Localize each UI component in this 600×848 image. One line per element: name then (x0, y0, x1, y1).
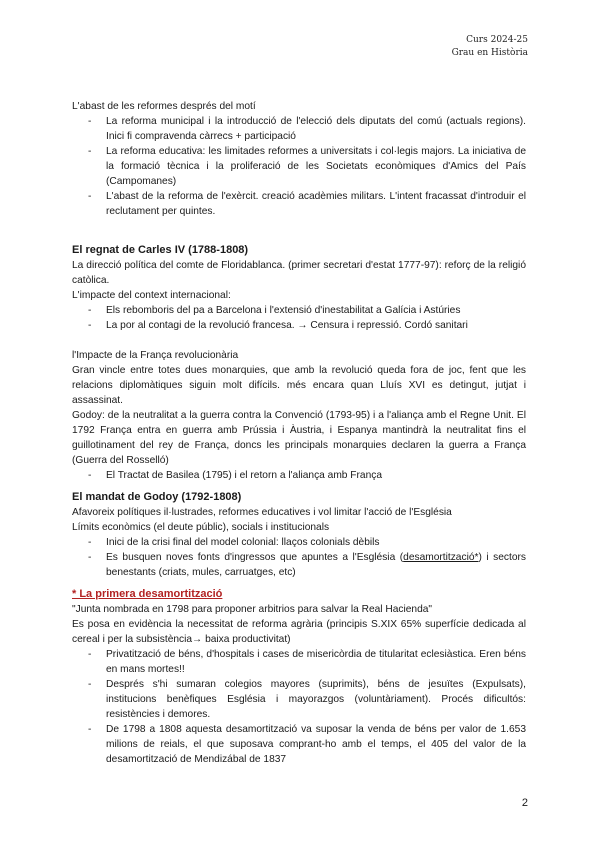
reforms-list (72, 114, 526, 219)
paragraph: Es posa en evidència la necessitat de reforma agrària (principis S.XIX 65% superfície dedicada al cereal i per la subsistència→ baixa productivitat) (72, 619, 526, 645)
list-item: - L'abast de la reforma de l'exèrcit. creació acadèmies militars. L'intent fracassat d'introduir el reclutament per quintes. (106, 189, 526, 219)
page-number: 2 (521, 797, 528, 809)
paragraph: L'impacte del context internacional: (72, 290, 231, 301)
document-body (72, 99, 526, 767)
degree-name: Grau en Història (451, 48, 528, 58)
paragraph: Afavoreix polítiques il·lustrades, reformes educatives i vol limitar l'acció de l'Església (72, 507, 452, 518)
paragraph: Límits econòmics (el deute públic), socials i institucionals (72, 522, 330, 533)
list-item: - De 1798 a 1808 aquesta desamortització va suposar la venda de béns per valor de 1.653 milions de reials, el que suposava comprant-ho amb el temps, el 405 del valor de la desamortització de Mendizábal de 1837 (106, 722, 526, 767)
reforms-intro: L'abast de les reformes després del motí (72, 101, 256, 112)
section-heading-godoy: El mandat de Godoy (1792-1808) (72, 491, 242, 503)
list-item: - Després s'hi sumaran colegios mayores (suprimits), béns de jesuïtes (Expulsats), institucions benèfiques Església i mayorazgos (voluntàriament). Procés dificultós: resistències i demores. (106, 677, 526, 722)
paragraph: Godoy: de la neutralitat a la guerra contra la Convenció (1793-95) i a l'aliança amb el Regne Unit. El 1792 França entra en guerra amb Prússia i Àustria, i Espanya mantindrà la neutralitat fins el guillotinament del rey de França, doncs les principals monarquies declaren la guerra a França (Guerra del Rosselló) (72, 410, 526, 466)
basilea-list (72, 468, 526, 483)
list-item: - Inici de la crisi final del model colonial: llaços colonials dèbils (106, 535, 526, 550)
list-item: - La por al contagi de la revolució francesa. → Censura i repressió. Cordó sanitari (106, 318, 526, 333)
desamortitzacio-list (72, 647, 526, 767)
quote: "Junta nombrada en 1798 para proponer arbitrios para salvar la Real Hacienda" (72, 604, 433, 615)
international-context-list (72, 303, 526, 333)
desamortitzacio-reference: desamortització* (403, 552, 479, 563)
list-item: - Privatització de béns, d'hospitals i cases de misericòrdia de titularitat eclesiàstica. Eren béns en mans mortes!! (106, 647, 526, 677)
list-item: - La reforma municipal i la introducció de l'elecció dels diputats del comú (actuals regions). Inici fi compravenda càrrecs + participació (106, 114, 526, 144)
paragraph: La direcció política del comte de Floridablanca. (primer secretari d'estat 1777-97): reforç de la religió catòlica. (72, 260, 526, 286)
list-item (106, 550, 526, 580)
list-item: - El Tractat de Basilea (1795) i el retorn a l'aliança amb França (106, 468, 526, 483)
section-heading-desamortitzacio: * La primera desamortització (72, 588, 223, 600)
item-text: Es busquen noves fonts d'ingressos que apuntes a l'Església ( (106, 552, 404, 563)
list-item: - La reforma educativa: les limitades reformes a universitats i col·legis majors. La iniciativa de la formació tècnica i la proliferació de les Societats econòmiques d'Amics del País (Campomanes) (106, 144, 526, 189)
godoy-limits-list (72, 535, 526, 580)
list-item: - Els rebomboris del pa a Barcelona i l'extensió d'inestabilitat a Galícia i Astúries (106, 303, 526, 318)
france-impact-intro: l'Impacte de la França revolucionària (72, 350, 239, 361)
course-year: Curs 2024-25 (466, 35, 528, 45)
item-text: ) i sectors benestants (criats, mules, carruatges, etc) (106, 552, 526, 578)
page-header (452, 34, 528, 60)
paragraph: Gran vincle entre totes dues monarquies, que amb la revolució queda fora de joc, fent que les relacions diplomàtiques siguin molt difícils. més encara quan Lluís XVI es detingut, jutjat i assassinat. (72, 365, 526, 406)
section-heading-carles-iv: El regnat de Carles IV (1788-1808) (72, 244, 249, 256)
